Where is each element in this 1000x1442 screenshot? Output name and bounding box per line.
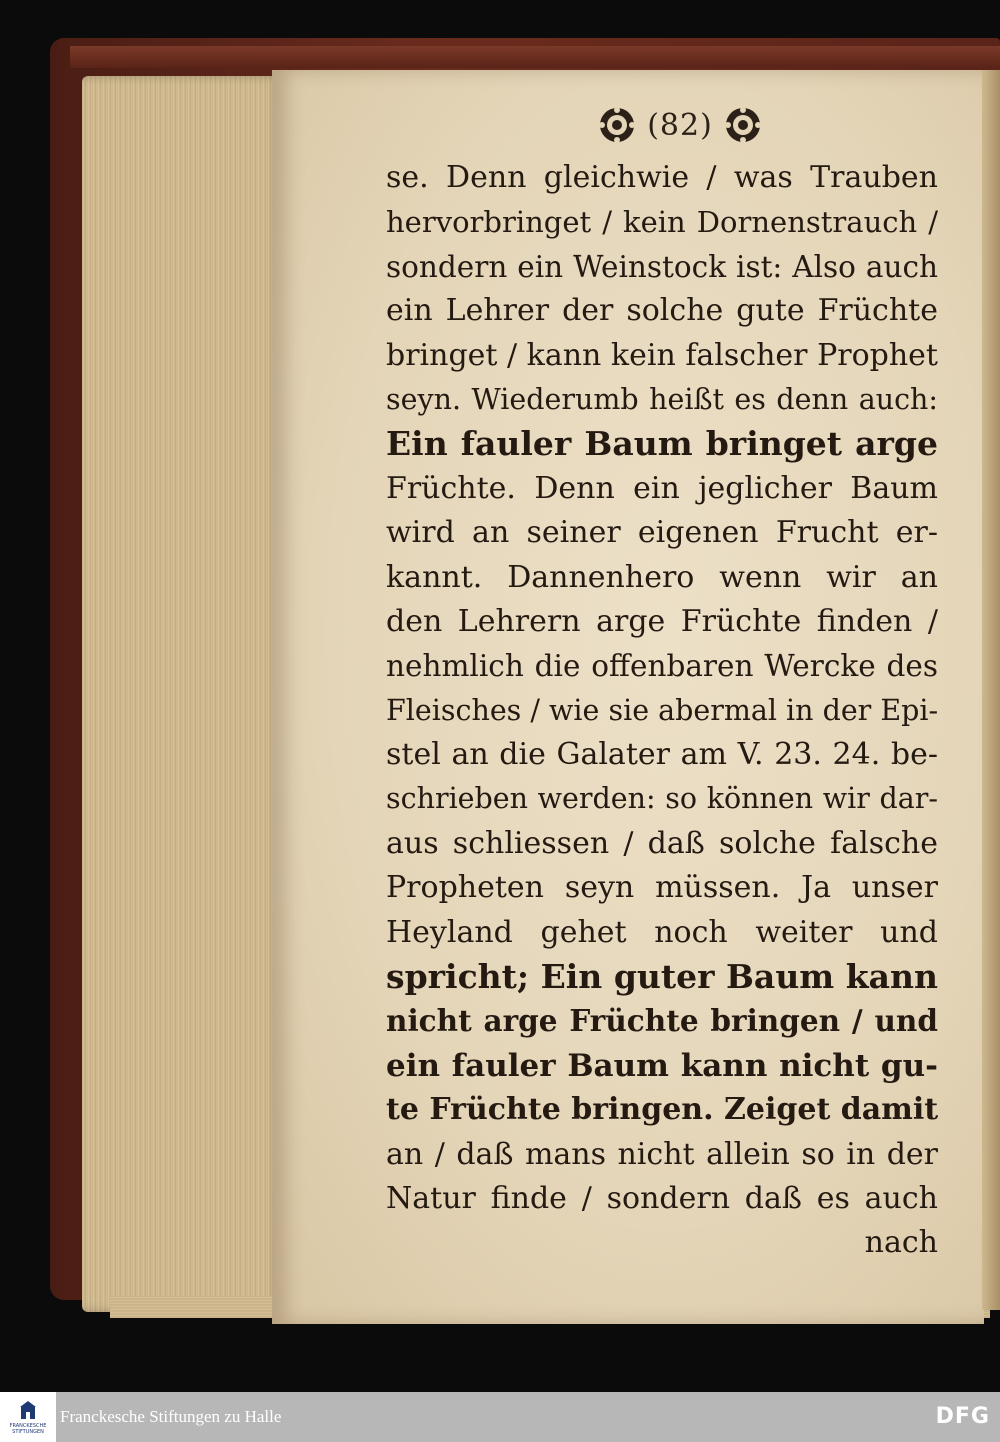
text-line: Propheten seyn müssen. Ja unser: [386, 870, 938, 906]
institution-logo[interactable]: [0, 1392, 56, 1442]
text-line: Früchte. Denn ein jeglicher Baum: [386, 470, 938, 506]
text-line: te Früchte bringen. Zeiget damit: [386, 1092, 939, 1128]
text-line: se. Denn gleichwie / was Trauben: [386, 160, 938, 195]
text-line: ein Lehrer der solche gute Früchte: [386, 293, 938, 329]
text-line: spricht; Ein guter Baum kann: [386, 957, 938, 997]
text-line: an / daß mans nicht allein so in der: [386, 1136, 938, 1172]
cover-top-edge: [70, 46, 1000, 68]
text-line: hervorbringet / kein Dornenstrauch /: [386, 205, 938, 240]
text-line: Natur finde / sondern daß es auch: [386, 1180, 938, 1216]
text-line: nehmlich die offenbaren Wercke des: [386, 649, 938, 684]
building-icon: [19, 1399, 37, 1421]
footer-bar: [0, 1392, 1000, 1442]
page-block-edge: [82, 76, 282, 1312]
text-line: Heyland gehet noch weiter und: [386, 914, 938, 950]
text-line: kannt. Dannenhero wenn wir an: [386, 559, 938, 595]
text-line: sondern ein Weinstock ist: Also auch: [386, 249, 938, 284]
text-line: bringet / kann kein falscher Prophet: [386, 337, 938, 373]
text-line: schrieben werden: so können wir dar-: [386, 782, 938, 816]
facing-page-strip: [982, 70, 1000, 1310]
text-line: seyn. Wiederumb heißt es denn auch:: [386, 382, 938, 416]
text-line: aus schliessen / daß solche falsche: [386, 825, 938, 861]
rosette-ornament-icon: [723, 105, 763, 145]
text-line: Fleisches / wie sie abermal in der Epi-: [386, 693, 939, 727]
text-line: den Lehrern arge Früchte finden /: [386, 603, 938, 639]
dfg-logo[interactable]: DFG: [935, 1404, 990, 1429]
text-line: Ein fauler Baum bringet arge: [386, 424, 938, 464]
institution-name[interactable]: Franckesche Stiftungen zu Halle: [60, 1407, 282, 1426]
rosette-ornament-icon: [597, 105, 637, 145]
text-line: wird an seiner eigenen Frucht er-: [386, 515, 938, 551]
logo-caption: FRANCKESCHE STIFTUNGEN: [9, 1423, 47, 1435]
page-number: (82): [647, 107, 713, 143]
text-line: nicht arge Früchte bringen / und: [386, 1003, 938, 1039]
catchword: nach: [864, 1225, 938, 1261]
page-text: [386, 156, 938, 1266]
text-line: stel an die Galater am V. 23. 24. be-: [386, 737, 938, 773]
text-line: ein fauler Baum kann nicht gu-: [386, 1047, 938, 1084]
page-header: [580, 100, 780, 150]
